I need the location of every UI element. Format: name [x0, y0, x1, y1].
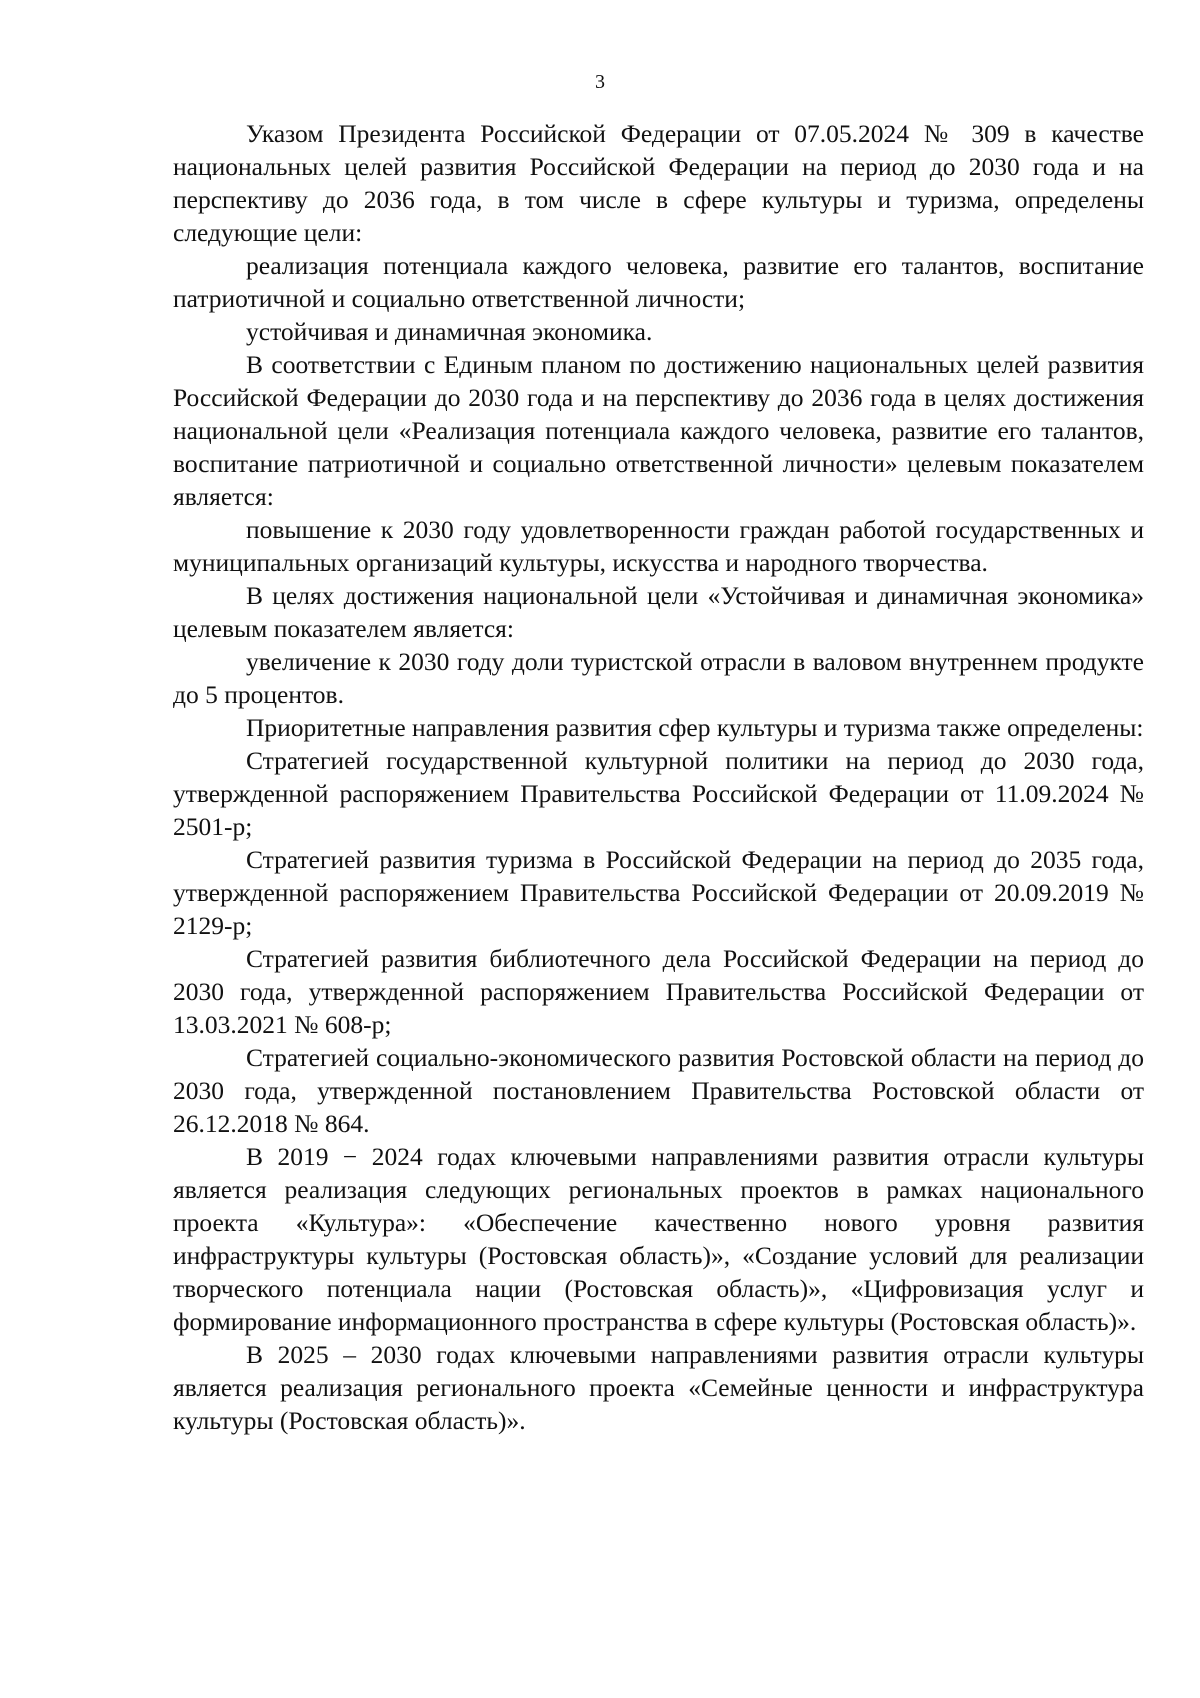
paragraph-strategy-rostov: Стратегией социально-экономического развития Ростовской области на период до 2030 года, утвержденной постановлением Правительства Ростовской области от 26.12.2018 № 864.: [173, 1043, 1144, 1138]
paragraph-goal-economy: устойчивая и динамичная экономика.: [246, 317, 653, 346]
paragraph-economy-goal: В целях достижения национальной цели «Устойчивая и динамичная экономика» целевым показателем является:: [173, 581, 1144, 643]
paragraph-unified-plan: В соответствии с Единым планом по достижению национальных целей развития Российской Федерации до 2030 года и на перспективу до 2036 года в целях достижения национальной цели «Реализация потенциала каждого человека, развитие его талантов, воспитание патриотичной и социально ответственной личности» целевым показателем является:: [173, 350, 1144, 511]
paragraph-strategy-cultural-policy: Стратегией государственной культурной политики на период до 2030 года, утвержденной распоряжением Правительства Российской Федерации от 11.09.2024 № 2501-р;: [173, 746, 1144, 841]
paragraph-indicator-tourism-share: увеличение к 2030 году доли туристской отрасли в валовом внутреннем продукте до 5 процентов.: [173, 647, 1144, 709]
paragraph-goal-human-potential: реализация потенциала каждого человека, развитие его талантов, воспитание патриотичной и социально ответственной личности;: [173, 251, 1144, 313]
paragraph-strategy-tourism: Стратегией развития туризма в Российской Федерации на период до 2035 года, утвержденной распоряжением Правительства Российской Федерации от 20.09.2019 № 2129-р;: [173, 845, 1144, 940]
document-body: [173, 117, 1144, 1437]
paragraph-projects-2019-2024: В 2019 − 2024 годах ключевыми направлениями развития отрасли культуры является реализация следующих региональных проектов в рамках национального проекта «Культура»: «Обеспечение качественно нового уровня развития инфраструктуры культуры (Ростовская область)», «Создание условий для реализации творческого потенциала нации (Ростовская область)», «Цифровизация услуг и формирование информационного пространства в сфере культуры (Ростовская область)».: [173, 1142, 1144, 1336]
paragraph-projects-2025-2030: В 2025 – 2030 годах ключевыми направлениями развития отрасли культуры является реализация регионального проекта «Семейные ценности и инфраструктура культуры (Ростовская область)».: [173, 1340, 1144, 1435]
paragraph-indicator-satisfaction: повышение к 2030 году удовлетворенности граждан работой государственных и муниципальных организаций культуры, искусства и народного творчества.: [173, 515, 1144, 577]
paragraph-decree-goals: Указом Президента Российской Федерации от 07.05.2024 № 309 в качестве национальных целей развития Российской Федерации на период до 2030 года и на перспективу до 2036 года, в том числе в сфере культуры и туризма, определены следующие цели:: [173, 119, 1144, 247]
paragraph-strategy-libraries: Стратегией развития библиотечного дела Российской Федерации на период до 2030 года, утвержденной распоряжением Правительства Российской Федерации от 13.03.2021 № 608-р;: [173, 944, 1144, 1039]
paragraph-priority-directions: Приоритетные направления развития сфер культуры и туризма также определены:: [246, 713, 1144, 742]
page-number: 3: [595, 71, 605, 93]
